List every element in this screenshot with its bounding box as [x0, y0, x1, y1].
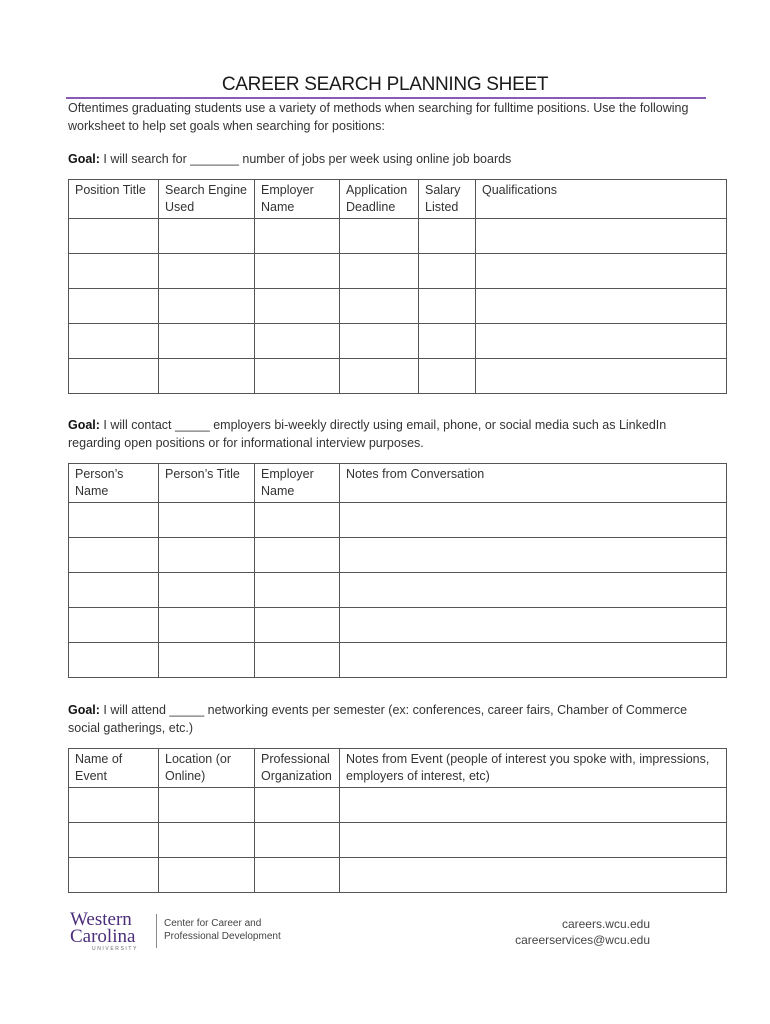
- table-row: [69, 608, 727, 643]
- blank-cell[interactable]: [340, 608, 727, 643]
- header-cell: Name of Event: [69, 749, 159, 788]
- blank-cell[interactable]: [69, 254, 159, 289]
- blank-cell[interactable]: [255, 359, 340, 394]
- blank-cell[interactable]: [340, 858, 727, 893]
- blank-cell[interactable]: [255, 289, 340, 324]
- blank-cell[interactable]: [340, 254, 419, 289]
- blank-cell[interactable]: [69, 788, 159, 823]
- blank-cell[interactable]: [159, 858, 255, 893]
- blank-cell[interactable]: [255, 858, 340, 893]
- blank-cell[interactable]: [159, 324, 255, 359]
- blank-cell[interactable]: [255, 823, 340, 858]
- table-header-row: [69, 464, 727, 503]
- blank-cell[interactable]: [340, 324, 419, 359]
- goal-3: [68, 701, 718, 737]
- header-cell: Person’s Name: [69, 464, 159, 503]
- blank-cell[interactable]: [159, 823, 255, 858]
- logo-line-university: UNIVERSITY: [92, 946, 139, 952]
- header-cell: Notes from Event (people of interest you spoke with, impressions, employers of interest, etc): [340, 749, 727, 788]
- blank-cell[interactable]: [69, 538, 159, 573]
- blank-cell[interactable]: [476, 324, 727, 359]
- header-cell: Position Title: [69, 180, 159, 219]
- blank-cell[interactable]: [159, 788, 255, 823]
- office-name-line1: Center for Career and: [164, 918, 262, 929]
- blank-cell[interactable]: [255, 324, 340, 359]
- employer-contact-table: [68, 463, 727, 678]
- header-cell: Location (or Online): [159, 749, 255, 788]
- logo-wordmark: [70, 910, 152, 954]
- goal-2-label: Goal:: [68, 418, 100, 432]
- goal-1: [68, 150, 718, 168]
- table-row: [69, 858, 727, 893]
- blank-cell[interactable]: [69, 573, 159, 608]
- job-search-table: [68, 179, 727, 394]
- blank-cell[interactable]: [69, 289, 159, 324]
- table-row: [69, 254, 727, 289]
- goal-1-text: I will search for _______ number of jobs per week using online job boards: [99, 152, 512, 166]
- blank-cell[interactable]: [255, 219, 340, 254]
- blank-cell[interactable]: [159, 254, 255, 289]
- blank-cell[interactable]: [255, 503, 340, 538]
- blank-cell[interactable]: [340, 289, 419, 324]
- office-name: [164, 917, 281, 943]
- intro-text: Oftentimes graduating students use a variety of methods when searching for fulltime positions. Use the following worksheet to help set goals when searching for positions:: [68, 101, 689, 133]
- goal-3-text: I will attend _____ networking events per semester (ex: conferences, career fairs, Chamber of Commerce social gatherings, etc.): [68, 703, 688, 735]
- blank-cell[interactable]: [476, 254, 727, 289]
- table-row: [69, 219, 727, 254]
- goal-2-text: I will contact _____ employers bi-weekly directly using email, phone, or social media such as LinkedIn regarding open positions or for informational interview purposes.: [68, 418, 667, 450]
- wcu-logo: [70, 910, 330, 954]
- blank-cell[interactable]: [419, 289, 476, 324]
- logo-line-carolina: Carolina: [70, 926, 136, 947]
- table-row: [69, 324, 727, 359]
- blank-cell[interactable]: [419, 219, 476, 254]
- blank-cell[interactable]: [69, 503, 159, 538]
- table-header-row: [69, 749, 727, 788]
- blank-cell[interactable]: [255, 254, 340, 289]
- blank-cell[interactable]: [255, 643, 340, 678]
- blank-cell[interactable]: [159, 359, 255, 394]
- blank-cell[interactable]: [159, 219, 255, 254]
- blank-cell[interactable]: [340, 219, 419, 254]
- blank-cell[interactable]: [340, 643, 727, 678]
- blank-cell[interactable]: [340, 359, 419, 394]
- blank-cell[interactable]: [69, 643, 159, 678]
- goal-2: [68, 416, 718, 452]
- blank-cell[interactable]: [69, 608, 159, 643]
- blank-cell[interactable]: [159, 643, 255, 678]
- office-name-line2: Professional Development: [164, 931, 281, 942]
- blank-cell[interactable]: [69, 359, 159, 394]
- email-link[interactable]: careerservices@wcu.edu: [515, 933, 650, 947]
- blank-cell[interactable]: [255, 538, 340, 573]
- table-row: [69, 359, 727, 394]
- logo-divider: [156, 914, 157, 948]
- blank-cell[interactable]: [476, 289, 727, 324]
- blank-cell[interactable]: [340, 538, 727, 573]
- blank-cell[interactable]: [419, 324, 476, 359]
- header-cell: Person’s Title: [159, 464, 255, 503]
- blank-cell[interactable]: [159, 608, 255, 643]
- blank-cell[interactable]: [159, 503, 255, 538]
- table-row: [69, 643, 727, 678]
- blank-cell[interactable]: [69, 324, 159, 359]
- website-link[interactable]: careers.wcu.edu: [561, 917, 650, 931]
- blank-cell[interactable]: [476, 359, 727, 394]
- blank-cell[interactable]: [419, 359, 476, 394]
- networking-events-table: [68, 748, 727, 893]
- header-cell: Professional Organization: [255, 749, 340, 788]
- table-row: [69, 538, 727, 573]
- page-title: CAREER SEARCH PLANNING SHEET: [221, 74, 549, 95]
- header-cell: Employer Name: [255, 464, 340, 503]
- table-row: [69, 503, 727, 538]
- logo-line-western: Western: [70, 909, 132, 930]
- blank-cell[interactable]: [476, 219, 727, 254]
- header-cell: Application Deadline: [340, 180, 419, 219]
- blank-cell[interactable]: [159, 573, 255, 608]
- blank-cell[interactable]: [255, 788, 340, 823]
- header-cell: Employer Name: [255, 180, 340, 219]
- goal-1-label: Goal:: [68, 152, 100, 166]
- table-header-row: [69, 180, 727, 219]
- table-row: [69, 823, 727, 858]
- table-row: [69, 573, 727, 608]
- header-cell: Notes from Conversation: [340, 464, 727, 503]
- contact-info: [515, 916, 650, 948]
- table-row: [69, 788, 727, 823]
- blank-cell[interactable]: [69, 823, 159, 858]
- blank-cell[interactable]: [340, 788, 727, 823]
- blank-cell[interactable]: [340, 573, 727, 608]
- table-row: [69, 289, 727, 324]
- header-cell: Search Engine Used: [159, 180, 255, 219]
- blank-cell[interactable]: [159, 289, 255, 324]
- blank-cell[interactable]: [69, 858, 159, 893]
- blank-cell[interactable]: [69, 219, 159, 254]
- blank-cell[interactable]: [419, 254, 476, 289]
- goal-3-label: Goal:: [68, 703, 100, 717]
- blank-cell[interactable]: [255, 573, 340, 608]
- header-cell: Qualifications: [476, 180, 727, 219]
- blank-cell[interactable]: [255, 608, 340, 643]
- blank-cell[interactable]: [340, 503, 727, 538]
- header-cell: Salary Listed: [419, 180, 476, 219]
- blank-cell[interactable]: [159, 538, 255, 573]
- blank-cell[interactable]: [340, 823, 727, 858]
